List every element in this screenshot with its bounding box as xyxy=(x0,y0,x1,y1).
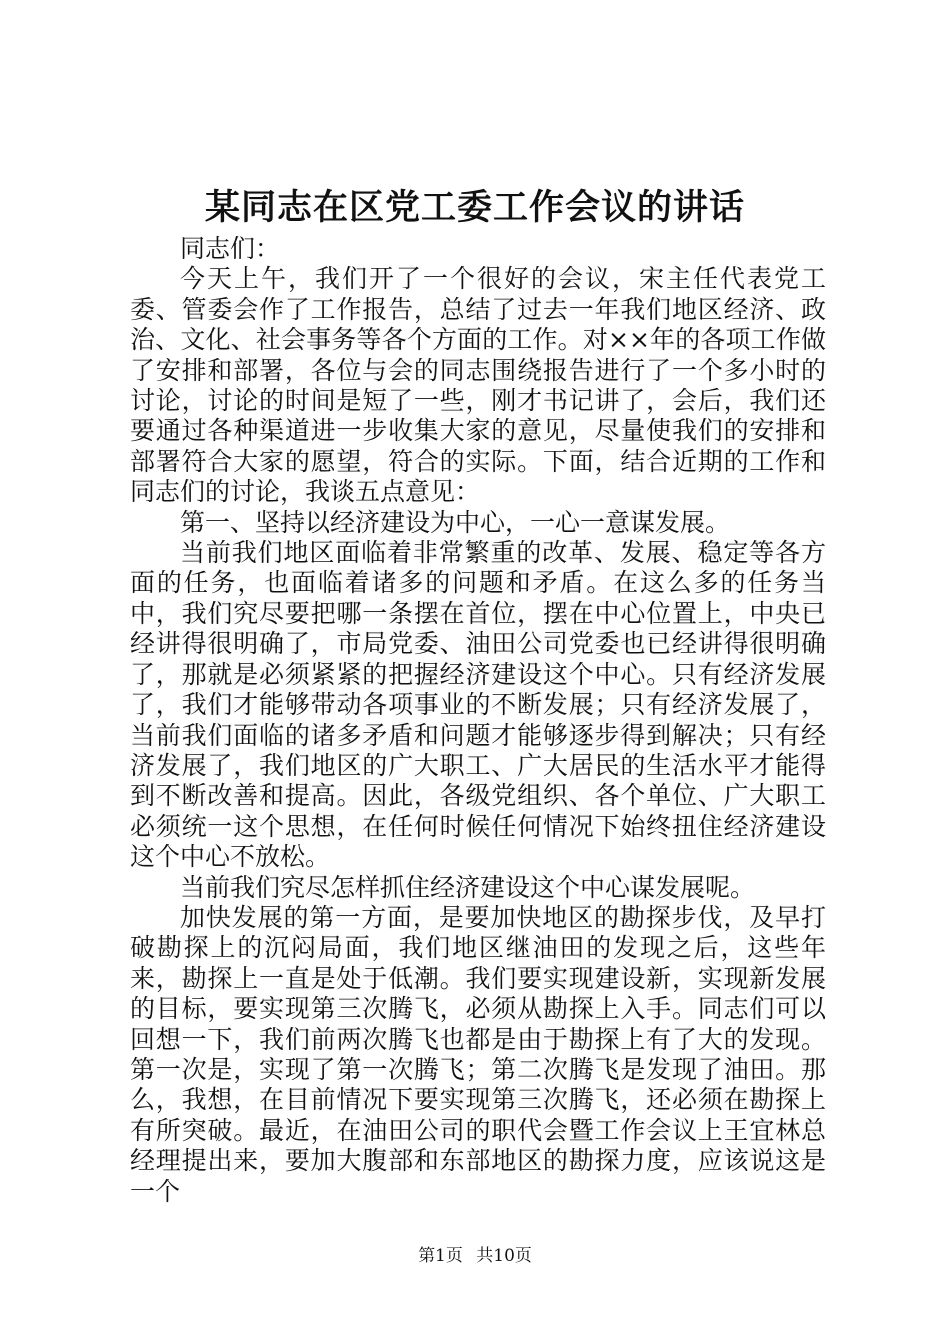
body-paragraph: 当前我们地区面临着非常繁重的改革、发展、稳定等各方面的任务，也面临着诸多的问题和矛盾。在这么多的任务当中，我们究尽要把哪一条摆在首位，摆在中心位置上，中央已经讲得很明确了，市局党委、油田公司党委也已经讲得很明确了，那就是必须紧紧的把握经济建设这个中心。只有经济发展了，我们才能够带动各项事业的不断发展；只有经济发展了，当前我们面临的诸多矛盾和问题才能够逐步得到解决；只有经济发展了，我们地区的广大职工、广大居民的生活水平才能得到不断改善和提高。因此，各级党组织、各个单位、广大职工必须统一这个思想，在任何时候任何情况下始终扭住经济建设这个中心不放松。 xyxy=(130,538,826,872)
page-count: 共10页 xyxy=(476,1246,532,1266)
body-paragraph: 今天上午，我们开了一个很好的会议，宋主任代表党工委、管委会作了工作报告，总结了过去一年我们地区经济、政治、文化、社会事务等各个方面的工作。对××年的各项工作做了安排和部署，各位与会的同志围绕报告进行了一个多小时的讨论，讨论的时间是短了一些，刚才书记讲了，会后，我们还要通过各种渠道进一步收集大家的意见，尽量使我们的安排和部署符合大家的愿望，符合的实际。下面，结合近期的工作和同志们的讨论，我谈五点意见： xyxy=(130,264,826,507)
body-paragraph: 当前我们究尽怎样抓住经济建设这个中心谋发展呢。 xyxy=(180,872,756,902)
body-paragraph: 加快发展的第一方面，是要加快地区的勘探步伐，及早打破勘探上的沉闷局面，我们地区继油田的发现之后，这些年来，勘探上一直是处于低潮。我们要实现建设新，实现新发展的目标，要实现第三次腾飞，必须从勘探上入手。同志们可以回想一下，我们前两次腾飞也都是由于勘探上有了大的发现。第一次是，实现了第一次腾飞；第二次腾飞是发现了油田。那么，我想，在目前情况下要实现第三次腾飞，还必须在勘探上有所突破。最近，在油田公司的职代会暨工作会议上王宜林总经理提出来，要加大腹部和东部地区的勘探力度，应该说这是一个 xyxy=(130,902,826,1206)
salutation: 同志们： xyxy=(180,234,281,263)
page-number: 第1页 xyxy=(418,1246,463,1266)
document-title: 某同志在区党工委工作会议的讲话 xyxy=(204,187,745,228)
page-footer xyxy=(0,1244,950,1268)
section-heading: 第一、坚持以经济建设为中心，一心一意谋发展。 xyxy=(180,507,731,537)
document-body xyxy=(130,234,826,1207)
